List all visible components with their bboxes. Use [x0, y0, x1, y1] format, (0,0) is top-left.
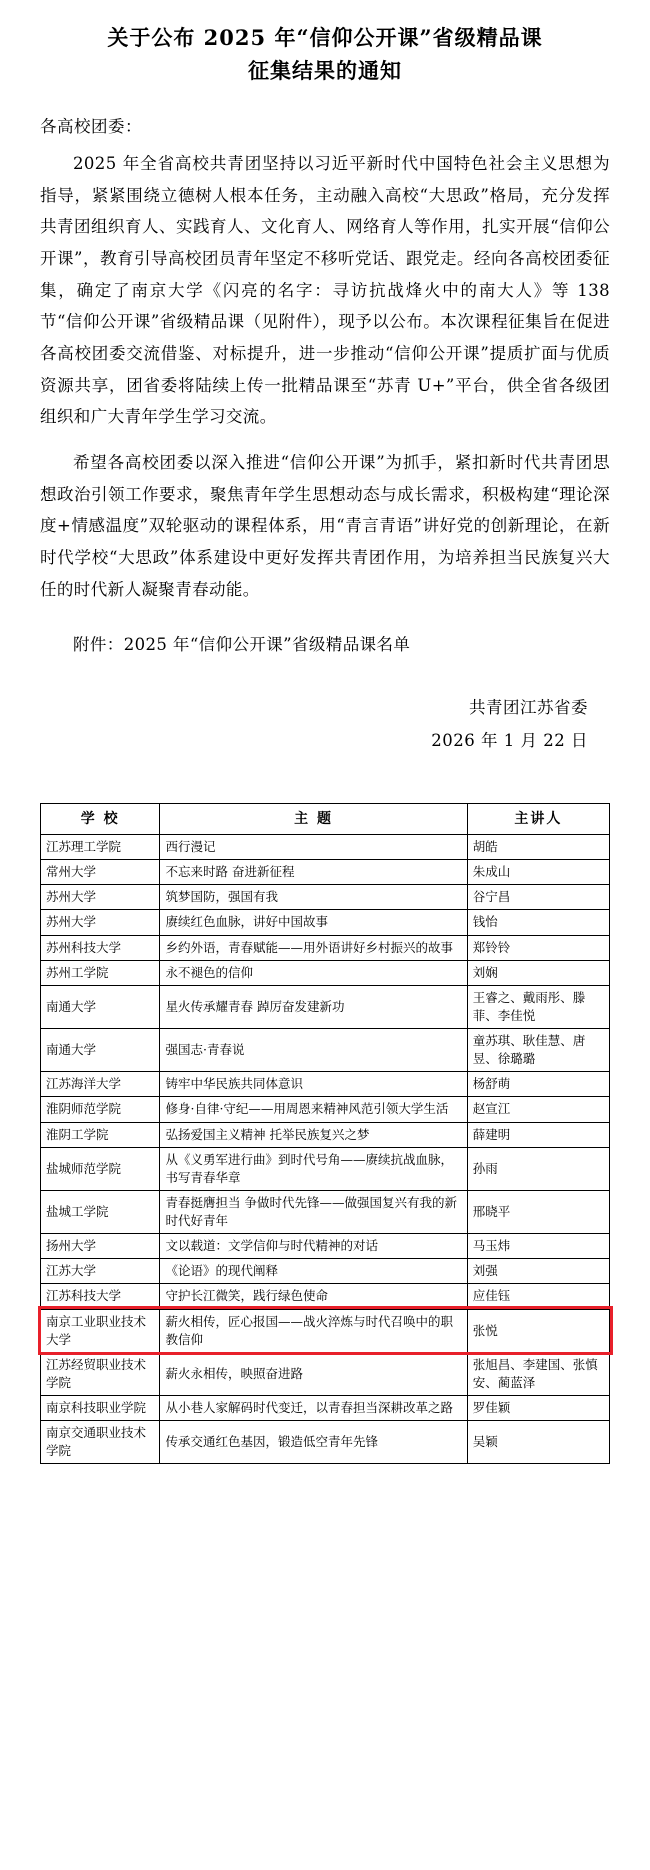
table-row — [41, 1122, 610, 1147]
cell-topic: 筑梦国防，强国有我 — [160, 885, 467, 910]
cell-lecturer: 罗佳颖 — [467, 1396, 609, 1421]
cell-school: 扬州大学 — [41, 1234, 160, 1259]
cell-topic: 乡约外语，青春赋能——用外语讲好乡村振兴的故事 — [160, 935, 467, 960]
page-title-line-1: 关于公布 2025 年“信仰公开课”省级精品课 — [107, 25, 543, 50]
cell-lecturer: 胡皓 — [467, 835, 609, 860]
course-table-wrapper — [40, 803, 610, 1465]
cell-school: 苏州工学院 — [41, 960, 160, 985]
table-row — [41, 1190, 610, 1233]
column-header-lecturer: 主讲人 — [467, 803, 609, 834]
attachment-note: 附件：2025 年“信仰公开课”省级精品课名单 — [73, 635, 411, 655]
cell-school: 淮阴师范学院 — [41, 1097, 160, 1122]
cell-school: 盐城师范学院 — [41, 1147, 160, 1190]
body-paragraph-1: 2025 年全省高校共青团坚持以习近平新时代中国特色社会主义思想为指导，紧紧围绕立德树人根本任务，主动融入高校“大思政”格局，充分发挥共青团组织育人、实践育人、文化育人、网络育人等作用，扎实开展“信仰公开课”，教育引导高校团员青年坚定不移听党话、跟党走。经向各高校团委征集，确定了南京大学《闪亮的名字：寻访抗战烽火中的南大人》等 138 节“信仰公开课”省级精品课（见附件），现予以公布。本次课程征集旨在促进各高校团委交流借鉴、对标提升，进一步推动“信仰公开课”提质扩面与优质资源共享，团省委将陆续上传一批精品课至“苏青 U+”平台，供全省各级团组织和广大青年学生学习交流。 — [40, 153, 610, 427]
table-row — [41, 1259, 610, 1284]
cell-school: 江苏科技大学 — [41, 1284, 160, 1309]
table-row — [41, 1396, 610, 1421]
table-row — [41, 1234, 610, 1259]
cell-lecturer: 应佳钰 — [467, 1284, 609, 1309]
table-header-row — [41, 803, 610, 834]
cell-school: 南京交通职业技术学院 — [41, 1421, 160, 1464]
cell-topic: 西行漫记 — [160, 835, 467, 860]
cell-school: 苏州大学 — [41, 885, 160, 910]
table-row — [41, 1097, 610, 1122]
cell-lecturer: 薛建明 — [467, 1122, 609, 1147]
cell-school: 南京科技职业学院 — [41, 1396, 160, 1421]
cell-topic: 青春挺膺担当 争做时代先锋——做强国复兴有我的新时代好青年 — [160, 1190, 467, 1233]
table-row — [41, 985, 610, 1028]
cell-lecturer: 钱怡 — [467, 910, 609, 935]
course-table — [40, 803, 610, 1465]
cell-topic: 强国志·青春说 — [160, 1029, 467, 1072]
cell-school: 江苏大学 — [41, 1259, 160, 1284]
table-row — [41, 1421, 610, 1464]
cell-lecturer: 邢晓平 — [467, 1190, 609, 1233]
cell-topic: 赓续红色血脉，讲好中国故事 — [160, 910, 467, 935]
cell-topic: 守护长江微笑，践行绿色使命 — [160, 1284, 467, 1309]
table-row — [41, 1284, 610, 1309]
cell-school: 常州大学 — [41, 860, 160, 885]
cell-topic: 弘扬爱国主义精神 托举民族复兴之梦 — [160, 1122, 467, 1147]
cell-topic: 永不褪色的信仰 — [160, 960, 467, 985]
cell-lecturer: 郑铃铃 — [467, 935, 609, 960]
cell-school: 江苏经贸职业技术学院 — [41, 1352, 160, 1395]
page-title — [40, 22, 610, 87]
cell-topic: 《论语》的现代阐释 — [160, 1259, 467, 1284]
cell-topic: 薪火相传，匠心报国——战火淬炼与时代召唤中的职教信仰 — [160, 1309, 467, 1352]
cell-lecturer: 刘强 — [467, 1259, 609, 1284]
table-row-highlighted — [41, 1309, 610, 1352]
salutation: 各高校团委： — [40, 117, 142, 137]
cell-lecturer: 朱成山 — [467, 860, 609, 885]
column-header-school: 学 校 — [41, 803, 160, 834]
cell-topic: 从《义勇军进行曲》到时代号角——赓续抗战血脉，书写青春华章 — [160, 1147, 467, 1190]
page-title-line-2: 征集结果的通知 — [248, 57, 402, 83]
cell-school: 江苏海洋大学 — [41, 1072, 160, 1097]
cell-topic: 星火传承耀青春 踔厉奋发建新功 — [160, 985, 467, 1028]
cell-lecturer: 杨舒萌 — [467, 1072, 609, 1097]
cell-topic: 从小巷人家解码时代变迁，以青春担当深耕改革之路 — [160, 1396, 467, 1421]
table-row — [41, 910, 610, 935]
cell-school: 江苏理工学院 — [41, 835, 160, 860]
cell-school: 盐城工学院 — [41, 1190, 160, 1233]
cell-school: 南通大学 — [41, 1029, 160, 1072]
cell-school: 南京工业职业技术大学 — [41, 1309, 160, 1352]
body-paragraph-2: 希望各高校团委以深入推进“信仰公开课”为抓手，紧扣新时代共青团思想政治引领工作要求，聚焦青年学生思想动态与成长需求，积极构建“理论深度+情感温度”双轮驱动的课程体系，用“青言青语”讲好党的创新理论，在新时代学校“大思政”体系建设中更好发挥共青团作用，为培养担当民族复兴大任的时代新人凝聚青春动能。 — [40, 453, 610, 599]
cell-topic: 传承交通红色基因，锻造低空青年先锋 — [160, 1421, 467, 1464]
table-row — [41, 885, 610, 910]
cell-topic: 薪火永相传，映照奋进路 — [160, 1352, 467, 1395]
signature-block — [40, 691, 610, 757]
cell-topic: 文以载道：文学信仰与时代精神的对话 — [160, 1234, 467, 1259]
table-row — [41, 960, 610, 985]
cell-topic: 修身·自律·守纪——用周恩来精神风范引领大学生活 — [160, 1097, 467, 1122]
cell-lecturer: 谷宁昌 — [467, 885, 609, 910]
cell-lecturer: 马玉炜 — [467, 1234, 609, 1259]
cell-school: 淮阴工学院 — [41, 1122, 160, 1147]
cell-topic: 铸牢中华民族共同体意识 — [160, 1072, 467, 1097]
cell-school: 南通大学 — [41, 985, 160, 1028]
table-row — [41, 1029, 610, 1072]
cell-school: 苏州大学 — [41, 910, 160, 935]
column-header-topic: 主 题 — [160, 803, 467, 834]
cell-school: 苏州科技大学 — [41, 935, 160, 960]
table-row — [41, 935, 610, 960]
cell-topic: 不忘来时路 奋进新征程 — [160, 860, 467, 885]
cell-lecturer: 童苏琪、耿佳慧、唐昱、徐璐璐 — [467, 1029, 609, 1072]
signature-organization: 共青团江苏省委 — [469, 697, 588, 717]
table-row — [41, 860, 610, 885]
cell-lecturer: 赵宣江 — [467, 1097, 609, 1122]
cell-lecturer: 刘娴 — [467, 960, 609, 985]
cell-lecturer: 张悦 — [467, 1309, 609, 1352]
cell-lecturer: 张旭昌、李建国、张慎安、蔺蓝泽 — [467, 1352, 609, 1395]
cell-lecturer: 王睿之、戴雨彤、滕菲、李佳悦 — [467, 985, 609, 1028]
table-row — [41, 1072, 610, 1097]
cell-lecturer: 吴颖 — [467, 1421, 609, 1464]
table-row — [41, 1147, 610, 1190]
cell-lecturer: 孙雨 — [467, 1147, 609, 1190]
table-row — [41, 1352, 610, 1395]
table-body — [41, 835, 610, 1464]
signature-date: 2026 年 1 月 22 日 — [431, 730, 588, 750]
table-row — [41, 835, 610, 860]
